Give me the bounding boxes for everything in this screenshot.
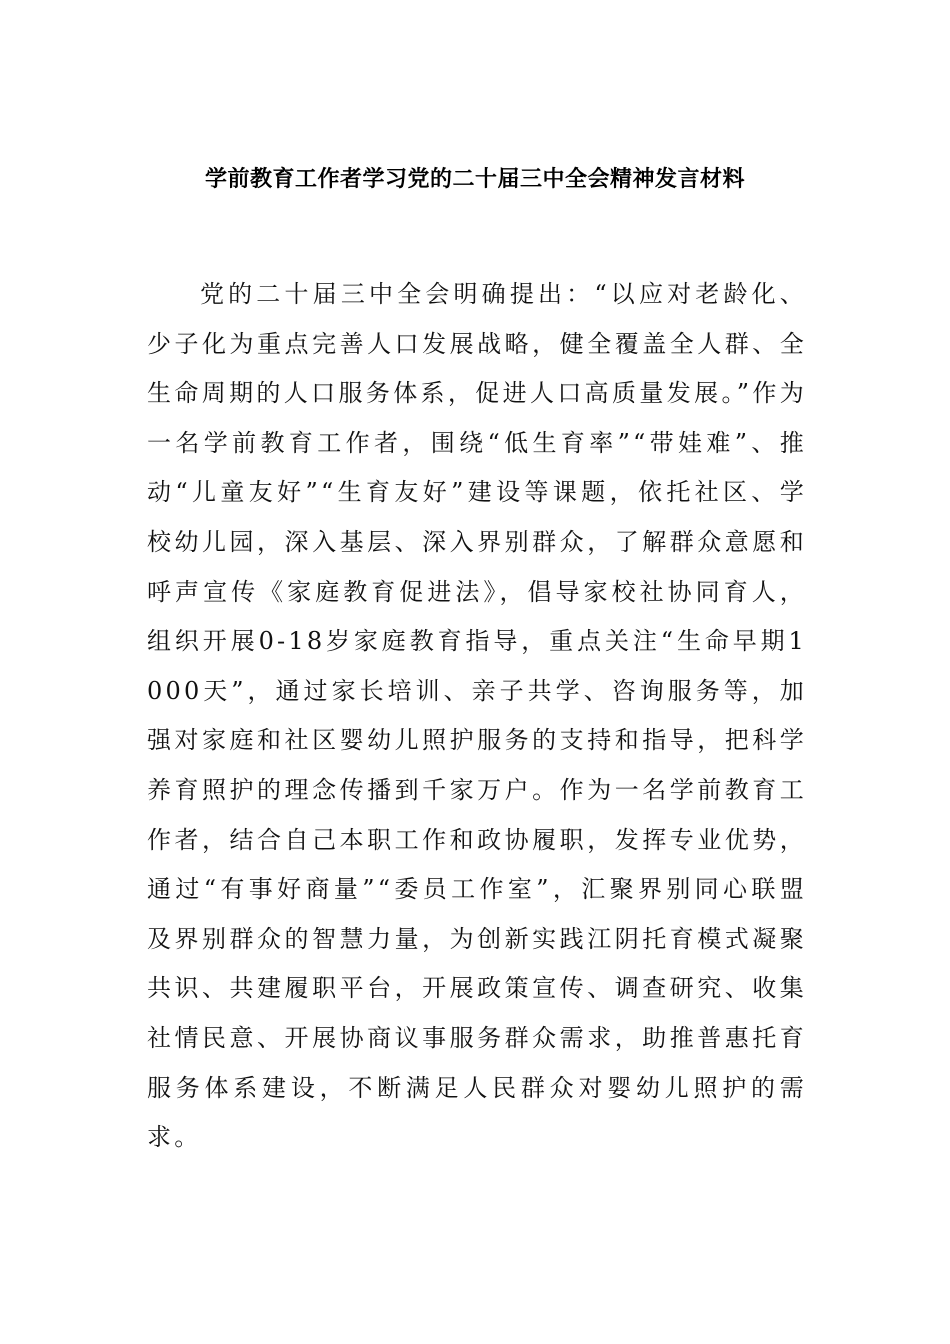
document-title: 学前教育工作者学习党的二十届三中全会精神发言材料 xyxy=(204,167,745,192)
document-paragraph xyxy=(147,270,807,1163)
paragraph-text: 党的二十届三中全会明确提出：“以应对老龄化、少子化为重点完善人口发展战略，健全覆盖全人群、全生命周期的人口服务体系，促进人口高质量发展。”作为一名学前教育工作者，围绕“低生育率”“带娃难”、推动“儿童友好”“生育友好”建设等课题，依托社区、学校幼儿园，深入基层、深入界别群众，了解群众意愿和呼声宣传《家庭教育促进法》，倡导家校社协同育人，组织开展0-18岁家庭教育指导，重点关注“生命早期1000天”，通过家长培训、亲子共学、咨询服务等，加强对家庭和社区婴幼儿照护服务的支持和指导，把科学养育照护的理念传播到千家万户。作为一名学前教育工作者，结合自己本职工作和政协履职，发挥专业优势，通过“有事好商量”“委员工作室”，汇聚界别同心联盟及界别群众的智慧力量，为创新实践江阴托育模式凝聚共识、共建履职平台，开展政策宣传、调查研究、收集社情民意、开展协商议事服务群众需求，助推普惠托育服务体系建设，不断满足人民群众对婴幼儿照护的需求。 xyxy=(147,280,807,1152)
